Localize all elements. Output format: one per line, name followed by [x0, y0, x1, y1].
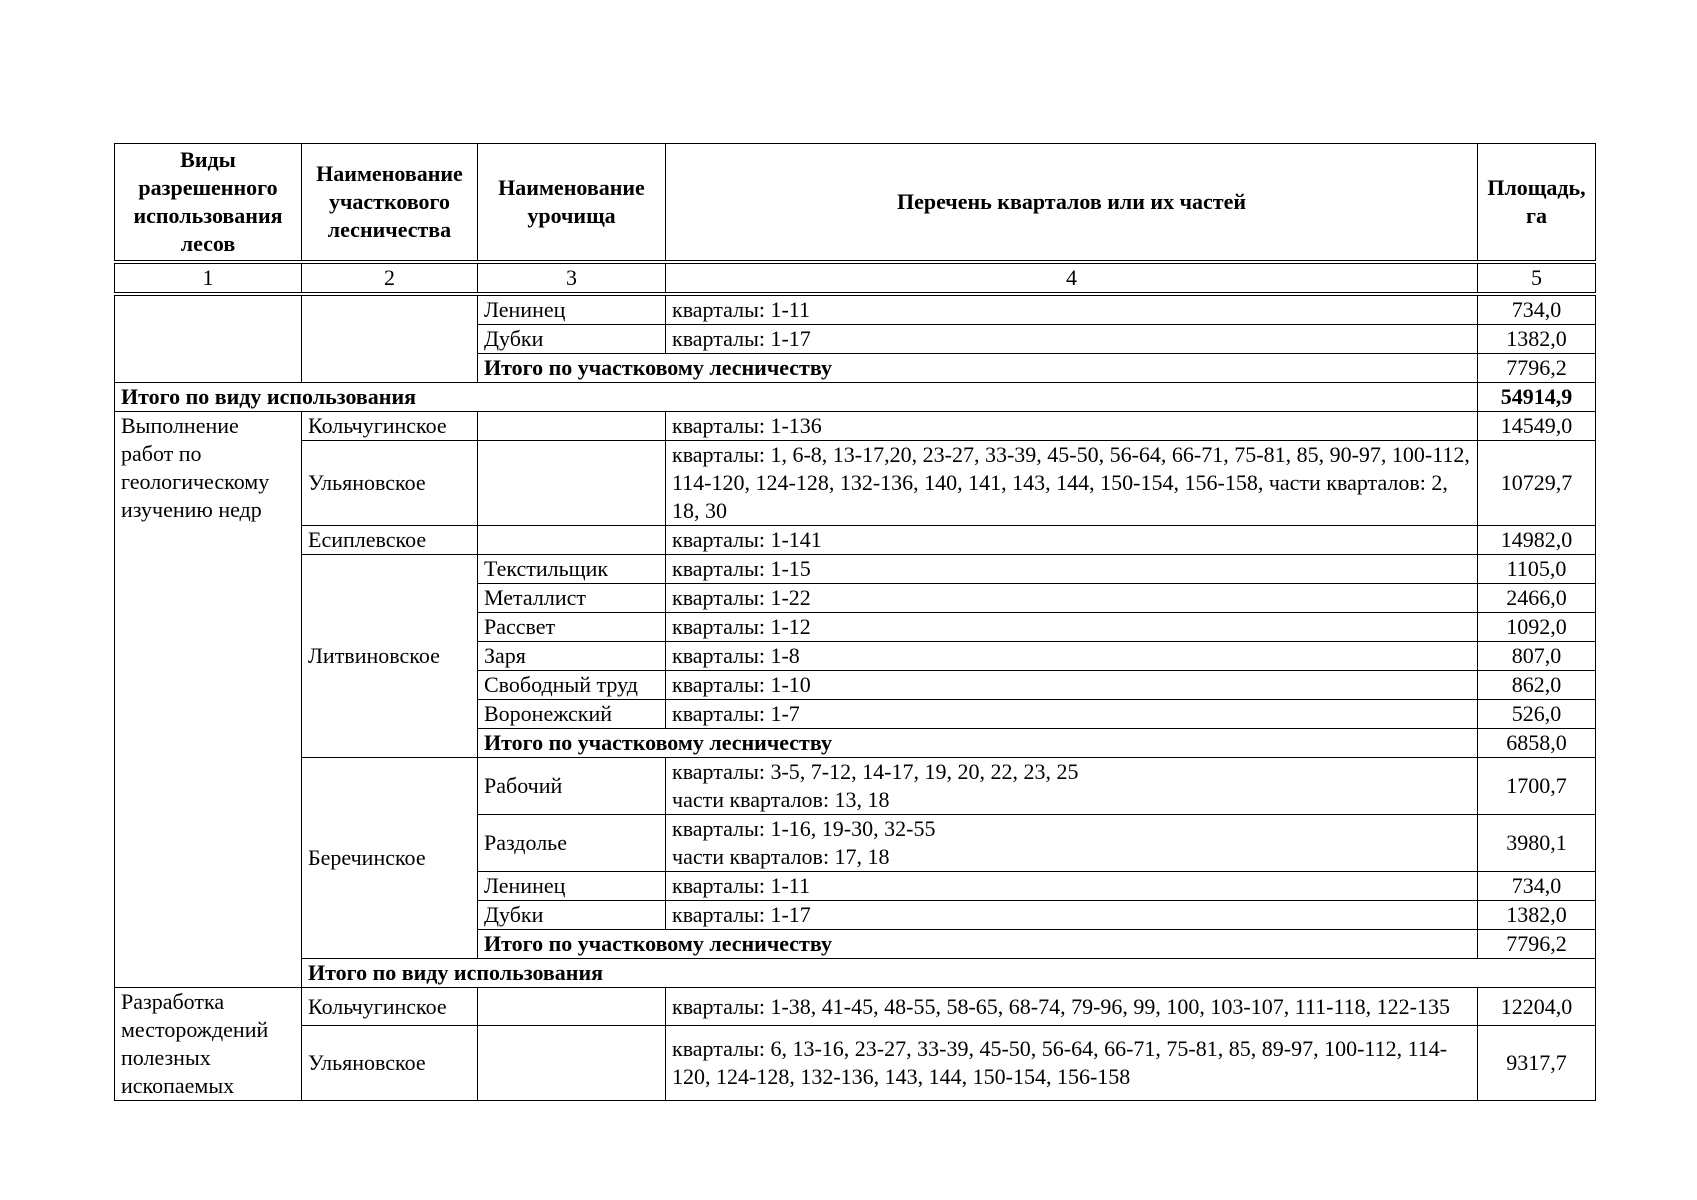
total-row — [115, 959, 1596, 988]
column-number: 2 — [302, 262, 478, 294]
quarters-cell: кварталы: 1-8 — [666, 642, 1478, 671]
quarters-cell: кварталы: 1-136 — [666, 412, 1478, 441]
area-cell: 1105,0 — [1478, 555, 1596, 584]
area-cell: 9317,7 — [1478, 1026, 1596, 1101]
area-cell: 1700,7 — [1478, 758, 1596, 815]
area-cell: 1092,0 — [1478, 613, 1596, 642]
header-tract: Наименование урочища — [478, 144, 666, 263]
table-row — [115, 294, 1596, 325]
area-cell: 10729,7 — [1478, 441, 1596, 526]
subtotal-label: Итого по участковому лесничеству — [478, 354, 1478, 383]
quarters-cell: кварталы: 1-17 — [666, 325, 1478, 354]
tract-cell: Свободный труд — [478, 671, 666, 700]
total-label: Итого по виду использования — [115, 383, 1478, 412]
area-cell: 3980,1 — [1478, 815, 1596, 872]
total-area: 54914,9 — [1478, 383, 1596, 412]
tract-cell: Дубки — [478, 325, 666, 354]
area-cell: 14982,0 — [1478, 526, 1596, 555]
tract-cell — [478, 988, 666, 1026]
subtotal-label: Итого по участковому лесничеству — [478, 729, 1478, 758]
area-cell: 1382,0 — [1478, 325, 1596, 354]
forestry-cell: Ульяновское — [302, 1026, 478, 1101]
tract-cell: Рассвет — [478, 613, 666, 642]
header-row — [115, 144, 1596, 263]
forestry-cell: Есиплевское — [302, 526, 478, 555]
area-cell: 807,0 — [1478, 642, 1596, 671]
column-numbers-row — [115, 262, 1596, 294]
forestry-cell: Ульяновское — [302, 441, 478, 526]
quarters-cell: кварталы: 1-22 — [666, 584, 1478, 613]
subtotal-area: 7796,2 — [1478, 930, 1596, 959]
header-use-type: Виды разрешенного использования лесов — [115, 144, 302, 263]
subtotal-area: 6858,0 — [1478, 729, 1596, 758]
tract-cell: Заря — [478, 642, 666, 671]
forestry-cell: Литвиновское — [302, 555, 478, 758]
column-number: 1 — [115, 262, 302, 294]
quarters-cell: кварталы: 1-141 — [666, 526, 1478, 555]
header-area: Площадь, га — [1478, 144, 1596, 263]
table-row — [115, 412, 1596, 441]
column-number: 5 — [1478, 262, 1596, 294]
quarters-cell: кварталы: 1-38, 41-45, 48-55, 58-65, 68-74, 79-96, 99, 100, 103-107, 111-118, 122-135 — [666, 988, 1478, 1026]
forestry-cell: Кольчугинское — [302, 412, 478, 441]
area-cell: 12204,0 — [1478, 988, 1596, 1026]
tract-cell: Ленинец — [478, 294, 666, 325]
forest-use-table — [114, 143, 1596, 1101]
header-forestry: Наименование участкового лесничества — [302, 144, 478, 263]
quarters-cell: кварталы: 1-11 — [666, 872, 1478, 901]
quarters-line: части кварталов: 13, 18 — [672, 787, 890, 812]
table-row — [115, 1026, 1596, 1101]
area-cell: 862,0 — [1478, 671, 1596, 700]
tract-cell: Рабочий — [478, 758, 666, 815]
table-row — [115, 441, 1596, 526]
area-cell: 2466,0 — [1478, 584, 1596, 613]
table-row — [115, 555, 1596, 584]
total-row — [115, 383, 1596, 412]
use-type-cell: Разработка месторождений полезных ископаемых — [115, 988, 302, 1101]
subtotal-area: 7796,2 — [1478, 354, 1596, 383]
area-cell: 14549,0 — [1478, 412, 1596, 441]
tract-cell: Воронежский — [478, 700, 666, 729]
tract-cell: Ленинец — [478, 872, 666, 901]
quarters-cell: кварталы: 1-12 — [666, 613, 1478, 642]
tract-cell — [478, 412, 666, 441]
quarters-cell: кварталы: 1-15 — [666, 555, 1478, 584]
total-label: Итого по виду использования — [302, 959, 1596, 988]
tract-cell: Раздолье — [478, 815, 666, 872]
table-row — [115, 758, 1596, 815]
tract-cell: Дубки — [478, 901, 666, 930]
use-type-cell: Выполнение работ по геологическому изучению недр — [115, 412, 302, 988]
quarters-cell: кварталы: 6, 13-16, 23-27, 33-39, 45-50, 56-64, 66-71, 75-81, 85, 89-97, 100-112, 114-120, 124-128, 132-136, 143, 144, 150-154, 156-158 — [666, 1026, 1478, 1101]
quarters-line: части кварталов: 17, 18 — [672, 844, 890, 869]
area-cell: 526,0 — [1478, 700, 1596, 729]
tract-cell: Текстильщик — [478, 555, 666, 584]
use-type-cell — [115, 294, 302, 383]
area-cell: 734,0 — [1478, 294, 1596, 325]
quarters-cell: кварталы: 1-10 — [666, 671, 1478, 700]
quarters-cell: кварталы: 1-7 — [666, 700, 1478, 729]
quarters-cell — [666, 815, 1478, 872]
quarters-cell: кварталы: 1-11 — [666, 294, 1478, 325]
tract-cell — [478, 1026, 666, 1101]
quarters-cell: кварталы: 1, 6-8, 13-17,20, 23-27, 33-39, 45-50, 56-64, 66-71, 75-81, 85, 90-97, 100-112, 114-120, 124-128, 132-136, 140, 141, 143, 144, 150-154, 156-158, части кварталов: 2, 18, 30 — [666, 441, 1478, 526]
column-number: 3 — [478, 262, 666, 294]
tract-cell — [478, 441, 666, 526]
tract-cell — [478, 526, 666, 555]
quarters-cell — [666, 758, 1478, 815]
table-row — [115, 988, 1596, 1026]
area-cell: 734,0 — [1478, 872, 1596, 901]
header-quarters: Перечень кварталов или их частей — [666, 144, 1478, 263]
column-number: 4 — [666, 262, 1478, 294]
forestry-cell: Беречинское — [302, 758, 478, 959]
table-row — [115, 526, 1596, 555]
subtotal-label: Итого по участковому лесничеству — [478, 930, 1478, 959]
forestry-cell — [302, 294, 478, 383]
area-cell: 1382,0 — [1478, 901, 1596, 930]
quarters-cell: кварталы: 1-17 — [666, 901, 1478, 930]
forestry-cell: Кольчугинское — [302, 988, 478, 1026]
quarters-line: кварталы: 3-5, 7-12, 14-17, 19, 20, 22, 23, 25 — [672, 759, 1079, 784]
tract-cell: Металлист — [478, 584, 666, 613]
quarters-line: кварталы: 1-16, 19-30, 32-55 — [672, 816, 936, 841]
